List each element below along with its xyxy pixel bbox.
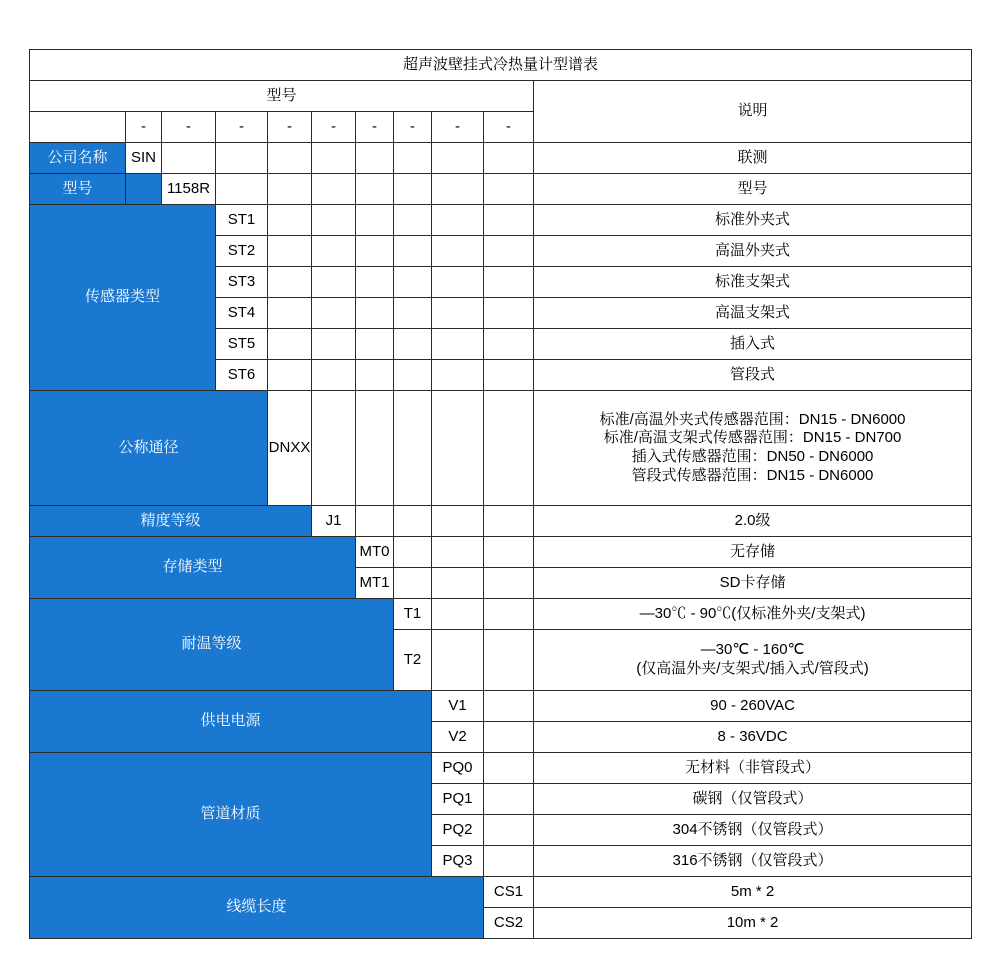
spacer-cell xyxy=(484,846,534,877)
row-accuracy-class xyxy=(30,506,972,537)
spacer-cell xyxy=(432,506,484,537)
desc-company-name: 联测 xyxy=(534,143,972,174)
spacer-cell xyxy=(216,143,268,174)
spacer-cell xyxy=(484,174,534,205)
row-company-name xyxy=(30,143,972,174)
spacer-cell xyxy=(432,391,484,506)
spacer-cell xyxy=(394,506,432,537)
row-pipe-material-pq0 xyxy=(30,753,972,784)
spacer-cell xyxy=(394,174,432,205)
spacer-cell xyxy=(356,360,394,391)
code-t1: T1 xyxy=(394,599,432,630)
spacer-cell xyxy=(268,174,312,205)
spacer-cell xyxy=(394,568,432,599)
row-nominal-diameter xyxy=(30,391,972,506)
spacer-cell xyxy=(484,691,534,722)
desc-st6: 管段式 xyxy=(534,360,972,391)
spacer-cell xyxy=(394,205,432,236)
code-pq3: PQ3 xyxy=(432,846,484,877)
dash-cell-7: - xyxy=(394,112,432,143)
spacer-cell xyxy=(356,506,394,537)
desc-st1: 标准外夹式 xyxy=(534,205,972,236)
label-nominal-diameter: 公称通径 xyxy=(30,391,268,506)
desc-st2: 高温外夹式 xyxy=(534,236,972,267)
code-t2: T2 xyxy=(394,630,432,691)
code-company-name: SIN xyxy=(126,143,162,174)
spacer-cell xyxy=(432,143,484,174)
spacer-cell xyxy=(394,329,432,360)
spacer-cell xyxy=(394,143,432,174)
label-pipe-material: 管道材质 xyxy=(30,753,432,877)
spacer-cell xyxy=(356,174,394,205)
spacer-cell xyxy=(432,537,484,568)
spacer-cell xyxy=(312,329,356,360)
spacer-cell xyxy=(432,360,484,391)
code-pq0: PQ0 xyxy=(432,753,484,784)
desc-t2 xyxy=(534,630,972,691)
desc-accuracy-class: 2.0级 xyxy=(534,506,972,537)
desc-pq2: 304不锈钢（仅管段式） xyxy=(534,815,972,846)
desc-cs2: 10m * 2 xyxy=(534,908,972,939)
code-v2: V2 xyxy=(432,722,484,753)
code-cs2: CS2 xyxy=(484,908,534,939)
product-model-spec-table xyxy=(29,49,972,939)
label-sensor-type: 传感器类型 xyxy=(30,205,216,391)
spacer-cell xyxy=(484,630,534,691)
spacer-cell xyxy=(432,205,484,236)
desc-mt1: SD卡存储 xyxy=(534,568,972,599)
spacer-cell xyxy=(394,267,432,298)
row-storage-type-mt0 xyxy=(30,537,972,568)
spacer-cell xyxy=(432,236,484,267)
code-st4: ST4 xyxy=(216,298,268,329)
spacer-cell xyxy=(312,391,356,506)
spacer-cell xyxy=(394,391,432,506)
spacer-cell xyxy=(312,267,356,298)
desc-nominal-diameter xyxy=(534,391,972,506)
label-model-blue-ext xyxy=(126,174,162,205)
spacer-cell xyxy=(312,143,356,174)
desc-cs1: 5m * 2 xyxy=(534,877,972,908)
code-st1: ST1 xyxy=(216,205,268,236)
label-storage-type: 存储类型 xyxy=(30,537,356,599)
spacer-cell xyxy=(484,329,534,360)
desc-st4: 高温支架式 xyxy=(534,298,972,329)
spacer-cell xyxy=(356,391,394,506)
spacer-cell xyxy=(268,143,312,174)
code-nominal-diameter: DNXX xyxy=(268,391,312,506)
desc-st3: 标准支架式 xyxy=(534,267,972,298)
spacer-cell xyxy=(312,360,356,391)
spacer-cell xyxy=(216,174,268,205)
spacer-cell xyxy=(484,599,534,630)
spacer-cell xyxy=(356,267,394,298)
code-accuracy-class: J1 xyxy=(312,506,356,537)
spacer-cell xyxy=(484,360,534,391)
label-company-name: 公司名称 xyxy=(30,143,126,174)
page-title: 超声波壁挂式冷热量计型谱表 xyxy=(30,50,972,81)
code-st6: ST6 xyxy=(216,360,268,391)
desc-model: 型号 xyxy=(534,174,972,205)
spacer-cell xyxy=(312,236,356,267)
desc-mt0: 无存储 xyxy=(534,537,972,568)
dash-cell-1: - xyxy=(126,112,162,143)
dash-cell-empty xyxy=(30,112,126,143)
spacer-cell xyxy=(484,815,534,846)
desc-line: —30℃ - 160℃ xyxy=(700,641,805,659)
desc-v1: 90 - 260VAC xyxy=(534,691,972,722)
spacer-cell xyxy=(356,205,394,236)
label-temperature-rating: 耐温等级 xyxy=(30,599,394,691)
row-temperature-rating-t1 xyxy=(30,599,972,630)
spacer-cell xyxy=(432,329,484,360)
spacer-cell xyxy=(268,205,312,236)
dash-cell-5: - xyxy=(312,112,356,143)
spacer-cell xyxy=(356,143,394,174)
code-pq1: PQ1 xyxy=(432,784,484,815)
spacer-cell xyxy=(394,537,432,568)
spacer-cell xyxy=(268,267,312,298)
spacer-cell xyxy=(484,784,534,815)
dash-cell-6: - xyxy=(356,112,394,143)
dash-cell-2: - xyxy=(162,112,216,143)
spacer-cell xyxy=(484,568,534,599)
label-power-supply: 供电电源 xyxy=(30,691,432,753)
spacer-cell xyxy=(394,298,432,329)
code-mt0: MT0 xyxy=(356,537,394,568)
desc-line: 标准/高温外夹式传感器范围：DN15 - DN6000 xyxy=(599,410,906,428)
row-cable-length-cs1 xyxy=(30,877,972,908)
spacer-cell xyxy=(312,298,356,329)
spacer-cell xyxy=(484,205,534,236)
spacer-cell xyxy=(432,630,484,691)
dash-cell-4: - xyxy=(268,112,312,143)
code-v1: V1 xyxy=(432,691,484,722)
table-title-row xyxy=(30,50,972,81)
spacer-cell xyxy=(312,205,356,236)
spacer-cell xyxy=(432,174,484,205)
desc-pq1: 碳钢（仅管段式） xyxy=(534,784,972,815)
row-sensor-type-st1 xyxy=(30,205,972,236)
code-st3: ST3 xyxy=(216,267,268,298)
row-power-supply-v1 xyxy=(30,691,972,722)
spacer-cell xyxy=(356,298,394,329)
spacer-cell xyxy=(268,360,312,391)
spacer-cell xyxy=(484,236,534,267)
label-model: 型号 xyxy=(30,174,126,205)
spacer-cell xyxy=(312,174,356,205)
spacer-cell xyxy=(394,236,432,267)
spacer-cell xyxy=(432,298,484,329)
desc-pq0: 无材料（非管段式） xyxy=(534,753,972,784)
code-st2: ST2 xyxy=(216,236,268,267)
spacer-cell xyxy=(484,143,534,174)
code-pq2: PQ2 xyxy=(432,815,484,846)
spacer-cell xyxy=(484,753,534,784)
desc-line: 插入式传感器范围：DN50 - DN6000 xyxy=(631,448,874,465)
label-accuracy-class: 精度等级 xyxy=(30,506,312,537)
code-st5: ST5 xyxy=(216,329,268,360)
desc-line: 标准/高温支架式传感器范围：DN15 - DN700 xyxy=(603,429,902,447)
code-cs1: CS1 xyxy=(484,877,534,908)
spacer-cell xyxy=(432,599,484,630)
spacer-cell xyxy=(484,506,534,537)
spacer-cell xyxy=(356,236,394,267)
spacer-cell xyxy=(394,360,432,391)
code-model: 1158R xyxy=(162,174,216,205)
header-description: 说明 xyxy=(534,81,972,143)
spacer-cell xyxy=(268,329,312,360)
dash-cell-9: - xyxy=(484,112,534,143)
row-model xyxy=(30,174,972,205)
desc-pq3: 316不锈钢（仅管段式） xyxy=(534,846,972,877)
desc-st5: 插入式 xyxy=(534,329,972,360)
spacer-cell xyxy=(432,267,484,298)
desc-line: (仅高温外夹/支架式/插入式/管段式) xyxy=(636,660,869,677)
dash-cell-8: - xyxy=(432,112,484,143)
spacer-cell xyxy=(484,391,534,506)
code-mt1: MT1 xyxy=(356,568,394,599)
spacer-cell xyxy=(162,143,216,174)
desc-t1: —30℃ - 90℃(仅标准外夹/支架式) xyxy=(534,599,972,630)
spacer-cell xyxy=(268,298,312,329)
spacer-cell xyxy=(484,267,534,298)
desc-v2: 8 - 36VDC xyxy=(534,722,972,753)
spacer-cell xyxy=(484,298,534,329)
desc-line: 管段式传感器范围：DN15 - DN6000 xyxy=(631,466,874,484)
header-model-group: 型号 xyxy=(30,81,534,112)
spacer-cell xyxy=(484,537,534,568)
spacer-cell xyxy=(432,568,484,599)
dash-cell-3: - xyxy=(216,112,268,143)
spacer-cell xyxy=(356,329,394,360)
spacer-cell xyxy=(484,722,534,753)
spacer-cell xyxy=(268,236,312,267)
label-cable-length: 线缆长度 xyxy=(30,877,484,939)
header-group-row xyxy=(30,81,972,112)
